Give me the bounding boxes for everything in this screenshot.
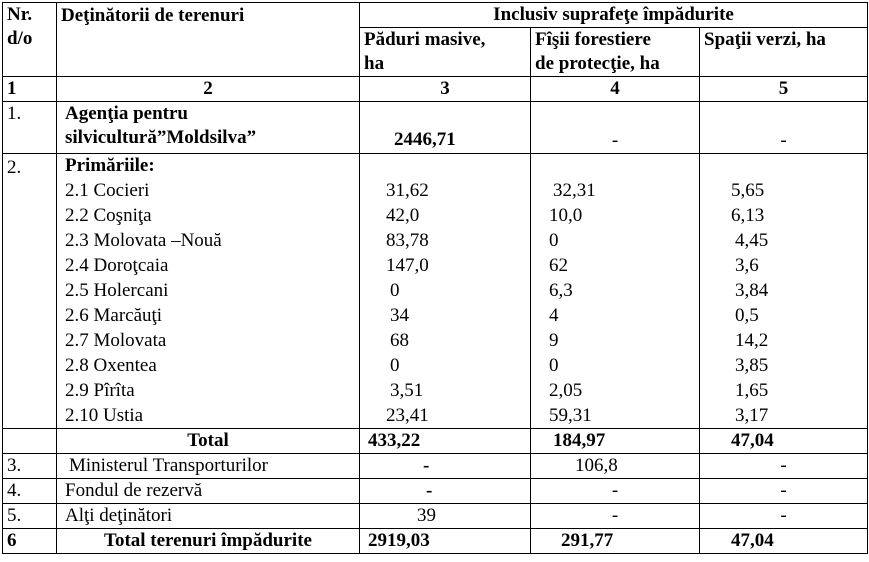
agency-col5: -	[700, 102, 868, 154]
row-agency	[3, 102, 868, 154]
ministry-name: Ministerul Transporturilor	[57, 454, 360, 479]
header-row-1	[3, 3, 868, 28]
mayoralties-col5	[700, 154, 868, 429]
other-owners-name: Alţi deţinători	[57, 504, 360, 529]
mayoralty-col5: 3,84	[735, 280, 769, 301]
header-nr-line1: Nr.	[7, 4, 33, 25]
column-number-2: 2	[57, 77, 360, 102]
header-col5: Spaţii verzi, ha	[700, 28, 868, 77]
mayoralties-nr: 2.	[3, 154, 57, 429]
reserve-name: Fondul de rezervă	[57, 479, 360, 504]
header-col3-line1: Păduri masive,	[364, 29, 486, 50]
mayoralty-col5: 5,65	[731, 180, 765, 201]
mayoralties-col3	[360, 154, 531, 429]
mayoralties-names	[57, 154, 360, 429]
mayoralty-col4: 10,0	[549, 205, 583, 226]
mayoralty-col5: 14,2	[735, 330, 769, 351]
mayoralty-col5: 1,65	[735, 380, 769, 401]
row-mayoralties	[3, 154, 868, 429]
mayoralty-col3: 147,0	[386, 255, 429, 276]
mayoralty-col3: 3,51	[390, 380, 424, 401]
total-label: Total	[57, 429, 360, 454]
mayoralty-col3: 42,0	[386, 205, 420, 226]
mayoralty-col5: 4,45	[735, 230, 769, 251]
other-owners-col4: -	[531, 504, 700, 529]
mayoralty-name: 2.1 Cocieri	[65, 180, 150, 201]
header-col4-line1: Fîşii forestiere	[535, 29, 651, 50]
header-col3-line2: ha	[364, 52, 385, 74]
mayoralty-col4: 0	[549, 355, 559, 376]
agency-name-line1: Agenţia pentru	[65, 103, 188, 124]
agency-col4: -	[531, 102, 700, 154]
reserve-nr: 4.	[3, 479, 57, 504]
mayoralty-col4: 9	[549, 330, 559, 351]
grand-total-col3: 2919,03	[360, 529, 531, 554]
agency-name	[57, 102, 360, 154]
mayoralty-col4: 0	[549, 230, 559, 251]
reserve-col3: -	[360, 479, 531, 504]
mayoralty-col3: 23,41	[386, 405, 429, 426]
ministry-nr: 3.	[3, 454, 57, 479]
agency-nr: 1.	[3, 102, 57, 154]
agency-name-line2: silvicultură”Moldsilva”	[65, 126, 257, 148]
column-number-3: 3	[360, 77, 531, 102]
grand-total-label: Total terenuri împădurite	[57, 529, 360, 554]
mayoralty-name: 2.6 Marcăuţi	[65, 305, 163, 326]
grand-total-col4: 291,77	[531, 529, 700, 554]
column-number-4: 4	[531, 77, 700, 102]
mayoralty-name: 2.10 Ustia	[65, 405, 144, 426]
total-col5: 47,04	[700, 429, 868, 454]
mayoralty-col5: 0,5	[735, 305, 759, 326]
header-nr	[3, 3, 57, 77]
ministry-col4: 106,8	[531, 454, 700, 479]
other-owners-col5: -	[700, 504, 868, 529]
header-col4-line2: de protecţie, ha	[535, 52, 660, 74]
forest-land-table	[2, 2, 868, 554]
mayoralty-col4: 6,3	[549, 280, 573, 301]
mayoralty-col3: 0	[390, 355, 400, 376]
mayoralty-col5: 3,85	[735, 355, 769, 376]
row-other-owners	[3, 504, 868, 529]
reserve-col5: -	[700, 479, 868, 504]
mayoralty-col4: 4	[549, 305, 559, 326]
total-col4: 184,97	[531, 429, 700, 454]
mayoralty-col3: 34	[390, 305, 409, 326]
mayoralty-col3: 0	[390, 280, 400, 301]
header-group: Inclusiv suprafeţe împădurite	[360, 3, 868, 28]
row-reserve-fund	[3, 479, 868, 504]
mayoralty-name: 2.4 Doroţcaia	[65, 255, 169, 276]
mayoralties-title: Primăriile:	[65, 155, 155, 176]
row-grand-total	[3, 529, 868, 554]
column-number-1: 1	[3, 77, 57, 102]
mayoralties-col4	[531, 154, 700, 429]
total-col3: 433,22	[360, 429, 531, 454]
mayoralty-col4: 59,31	[549, 405, 592, 426]
column-numbers-row	[3, 77, 868, 102]
mayoralty-col3: 31,62	[386, 180, 429, 201]
row-total	[3, 429, 868, 454]
mayoralty-name: 2.7 Molovata	[65, 330, 167, 351]
mayoralty-name: 2.9 Pîrîta	[65, 380, 135, 401]
other-owners-nr: 5.	[3, 504, 57, 529]
ministry-col3: -	[360, 454, 531, 479]
other-owners-col3: 39	[360, 504, 531, 529]
header-col4	[531, 28, 700, 77]
ministry-col5: -	[700, 454, 868, 479]
column-number-5: 5	[700, 77, 868, 102]
mayoralty-col5: 6,13	[731, 205, 765, 226]
mayoralty-col5: 3,17	[735, 405, 769, 426]
reserve-col4: -	[531, 479, 700, 504]
header-col3	[360, 28, 531, 77]
header-nr-line2: d/o	[7, 27, 33, 49]
header-owners: Deţinătorii de terenuri	[57, 3, 360, 77]
agency-col3: 2446,71	[360, 102, 531, 154]
mayoralty-col4: 2,05	[549, 380, 583, 401]
mayoralty-name: 2.3 Molovata –Nouă	[65, 230, 222, 251]
mayoralty-col3: 68	[390, 330, 409, 351]
row-ministry	[3, 454, 868, 479]
mayoralty-col5: 3,6	[735, 255, 759, 276]
grand-total-nr: 6	[3, 529, 57, 554]
mayoralty-name: 2.5 Holercani	[65, 280, 169, 301]
grand-total-col5: 47,04	[700, 529, 868, 554]
mayoralty-col3: 83,78	[386, 230, 429, 251]
mayoralty-col4: 62	[549, 255, 568, 276]
mayoralty-col4: 32,31	[553, 180, 596, 201]
mayoralty-name: 2.8 Oxentea	[65, 355, 157, 376]
mayoralty-name: 2.2 Coşniţa	[65, 205, 152, 226]
